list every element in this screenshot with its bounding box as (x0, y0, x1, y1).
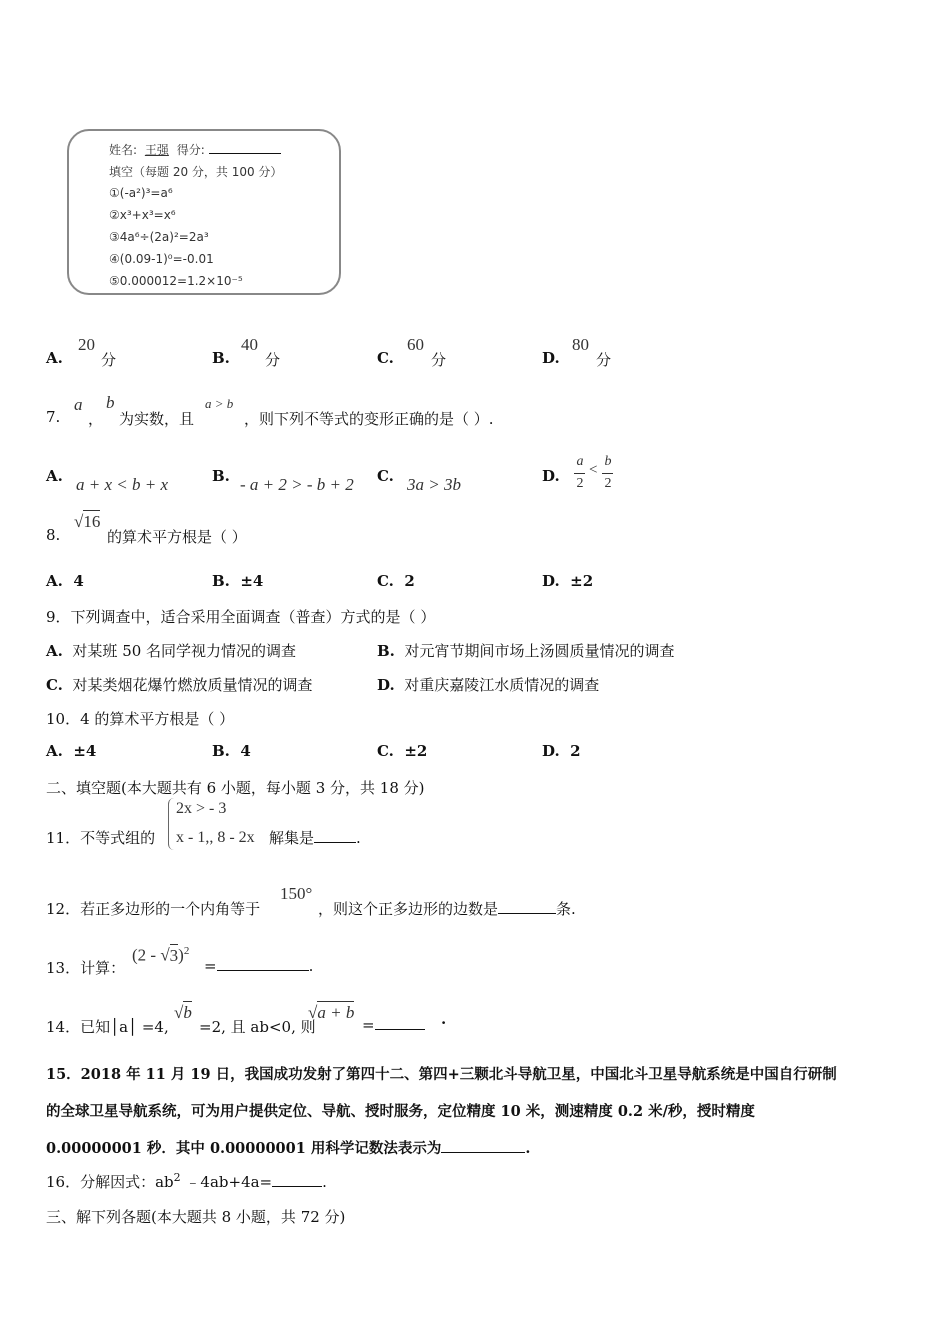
q6-option-unit: 分 (265, 351, 281, 369)
q13-expression: (2 - √3)$^2$ (132, 945, 190, 965)
name-label: 姓名: (109, 143, 138, 157)
section-heading: 二、填空题(本大题共有 6 小题，每小题 3 分，共 18 分) (46, 779, 425, 797)
card-item: ③4a⁶÷(2a)²=2a³ (109, 230, 209, 244)
option-text: 对某类烟花爆竹燃放质量情况的调查 (72, 676, 313, 694)
q15-end: . (525, 1140, 531, 1157)
answer-blank (498, 901, 556, 914)
section-heading: 三、解下列各题(本大题共 8 小题，共 72 分) (46, 1208, 346, 1226)
q8-option (212, 572, 263, 590)
q7-d-frac2-num: b (604, 454, 612, 469)
q11-row2: x - 1,, 8 - 2x (176, 829, 255, 846)
q16-stem (46, 1171, 327, 1192)
card-item: ⑤0.000012=1.2×10⁻⁵ (109, 274, 243, 288)
option-text: ±4 (240, 572, 264, 590)
q11-row1: 2x > - 3 (176, 800, 227, 817)
q14-radicand-b: b (183, 1003, 192, 1022)
q7-text: ，则下列不等式的变形正确的是（ ）. (244, 410, 494, 428)
option-text: ±4 (73, 742, 97, 760)
q14-dot: · (441, 1014, 447, 1032)
q10-option (46, 742, 96, 760)
q14-mid: =2, 且 ab<0, 则 (199, 1018, 316, 1036)
q14-radical-b: √b (174, 1003, 192, 1022)
q7-d-relation: < (589, 462, 598, 478)
option-text: 对重庆嘉陵江水质情况的调查 (404, 676, 600, 694)
q14-prefix: 14．已知│a│ =4, (46, 1018, 169, 1036)
q6-option-unit: 分 (596, 351, 612, 369)
option-label: D. (377, 676, 395, 694)
answer-blank (375, 1017, 425, 1030)
q10-option (377, 742, 427, 760)
q16-end: . (322, 1173, 327, 1191)
option-text: 2 (404, 572, 415, 590)
q15-line: 的全球卫星导航系统，可为用户提供定位、导航、授时服务，定位精度 10 米，测速精度 0.2 米/秒，授时精度 (46, 1103, 755, 1120)
option-label: B. (377, 642, 395, 660)
q8-number: 8. (46, 526, 61, 544)
option-label: C. (377, 742, 394, 760)
answer-blank (314, 830, 356, 843)
q7-option-expr: - a + 2 > - b + 2 (240, 475, 354, 494)
card-item: ①(-a²)³=a⁶ (109, 186, 173, 200)
q7-d-frac1-den: 2 (576, 476, 584, 491)
q6-option-unit: 分 (101, 351, 117, 369)
q10-option (212, 742, 251, 760)
answer-blank (272, 1174, 322, 1187)
q16-power: 2 (173, 1171, 181, 1184)
q6-option-value: 80 (572, 335, 589, 354)
option-label: B. (212, 742, 230, 760)
answer-blank (217, 958, 309, 971)
q15-line3-text: 0.00000001 秒．其中 0.00000001 用科学记数法表示为 (46, 1140, 442, 1157)
q7-text: 为实数，且 (119, 410, 195, 428)
q14-eq: = (362, 1016, 375, 1034)
q7-option-expr: a + x < b + x (76, 475, 169, 494)
q8-option (377, 572, 415, 590)
q12-end: 条. (556, 900, 576, 918)
option-label: D. (542, 572, 560, 590)
option-text: 对某班 50 名同学视力情况的调查 (72, 642, 297, 660)
score-label: 得分: (176, 143, 205, 157)
card-line-instructions: 填空（每题 20 分，共 100 分） (109, 165, 283, 179)
q8-option (542, 572, 593, 590)
q6-option-value: 20 (78, 335, 95, 354)
q11-suffix (269, 827, 361, 848)
q11-end: . (356, 829, 361, 847)
q6-option-label: A. (46, 349, 63, 367)
option-text: ±2 (570, 572, 594, 590)
q14-answer (362, 1016, 425, 1034)
q12-suffix (318, 898, 576, 919)
q14-radical-ab: √a + b (308, 1003, 355, 1022)
q7-d-frac1-bar (574, 473, 585, 474)
name-value: 王强 (144, 143, 169, 157)
option-label: A. (46, 642, 63, 660)
q9-option (377, 674, 599, 695)
q7-separator: ， (88, 410, 104, 428)
option-label: C. (46, 676, 63, 694)
q9-stem: 9．下列调查中，适合采用全面调查（普查）方式的是（ ） (46, 608, 436, 626)
option-text: 4 (73, 572, 84, 590)
q7-number: 7. (46, 408, 61, 426)
q7-var-b: b (106, 393, 115, 412)
q7-d-frac2-bar (602, 473, 613, 474)
q9-option (46, 640, 296, 661)
option-label: A. (46, 572, 63, 590)
q7-option-label: C. (377, 467, 394, 485)
q7-d-frac2-den: 2 (604, 476, 612, 491)
option-label: B. (212, 572, 230, 590)
q15-line: 15．2018 年 11 月 19 日，我国成功发射了第四十二、第四+三颗北斗导航卫星，中国北斗卫星导航系统是中国自行研制 (46, 1066, 837, 1083)
q7-option-label: D. (542, 467, 560, 485)
q13-prefix: 13．计算： (46, 959, 126, 977)
q7-d-frac1-num: a (576, 454, 584, 469)
q15-line (46, 1137, 530, 1158)
q8-option (46, 572, 84, 590)
card-item: ②x³+x³=x⁶ (109, 208, 176, 222)
score-blank (209, 141, 281, 154)
q10-stem: 10．4 的算术平方根是（ ） (46, 710, 235, 728)
q13-answer (204, 957, 313, 975)
q6-option-label: C. (377, 349, 394, 367)
q10-option (542, 742, 581, 760)
q11-prefix: 11．不等式组的 (46, 829, 156, 847)
q8-radicand: 16 (83, 512, 101, 531)
q14-radicand-ab: a + b (317, 1003, 355, 1022)
q6-option-value: 60 (407, 335, 424, 354)
q6-option-unit: 分 (431, 351, 447, 369)
q16-rest: ﹣4ab+4a= (180, 1173, 273, 1191)
answer-blank (441, 1140, 525, 1153)
option-label: D. (542, 742, 560, 760)
q7-var-a: a (74, 395, 83, 414)
q12-angle: 150° (280, 884, 313, 903)
q7-option-label: A. (46, 467, 63, 485)
q16-prefix: 16．分解因式：ab (46, 1173, 174, 1191)
option-label: C. (377, 572, 394, 590)
q8-text: 的算术平方根是（ ） (107, 528, 247, 546)
q7-option-expr: 3a > 3b (407, 475, 461, 494)
q12-prefix: 12．若正多边形的一个内角等于 (46, 900, 261, 918)
q13-eq: = (204, 957, 217, 975)
card-item: ④(0.09-1)⁰=-0.01 (109, 252, 214, 266)
option-text: 4 (240, 742, 251, 760)
q13-end: . (308, 957, 314, 975)
q13-radicand: 3 (169, 945, 179, 965)
card-line-name (109, 141, 281, 158)
q6-option-label: D. (542, 349, 560, 367)
q11-suffix-text: 解集是 (269, 829, 315, 847)
option-text: ±2 (404, 742, 428, 760)
q13-open: (2 - (132, 945, 157, 965)
q13-close: ) (178, 945, 184, 965)
q8-radical: √16 (74, 512, 101, 531)
option-text: 2 (570, 742, 581, 760)
q6-option-value: 40 (241, 335, 258, 354)
option-label: A. (46, 742, 63, 760)
q6-option-label: B. (212, 349, 230, 367)
q12-suffix-text: ，则这个正多边形的边数是 (318, 900, 499, 918)
q7-condition: a > b (205, 396, 234, 411)
q9-option (46, 674, 312, 695)
q9-option (377, 640, 674, 661)
option-text: 对元宵节期间市场上汤圆质量情况的调查 (404, 642, 675, 660)
q13-power: 2 (183, 945, 190, 957)
q7-option-label: B. (212, 467, 230, 485)
answer-card (67, 129, 341, 295)
